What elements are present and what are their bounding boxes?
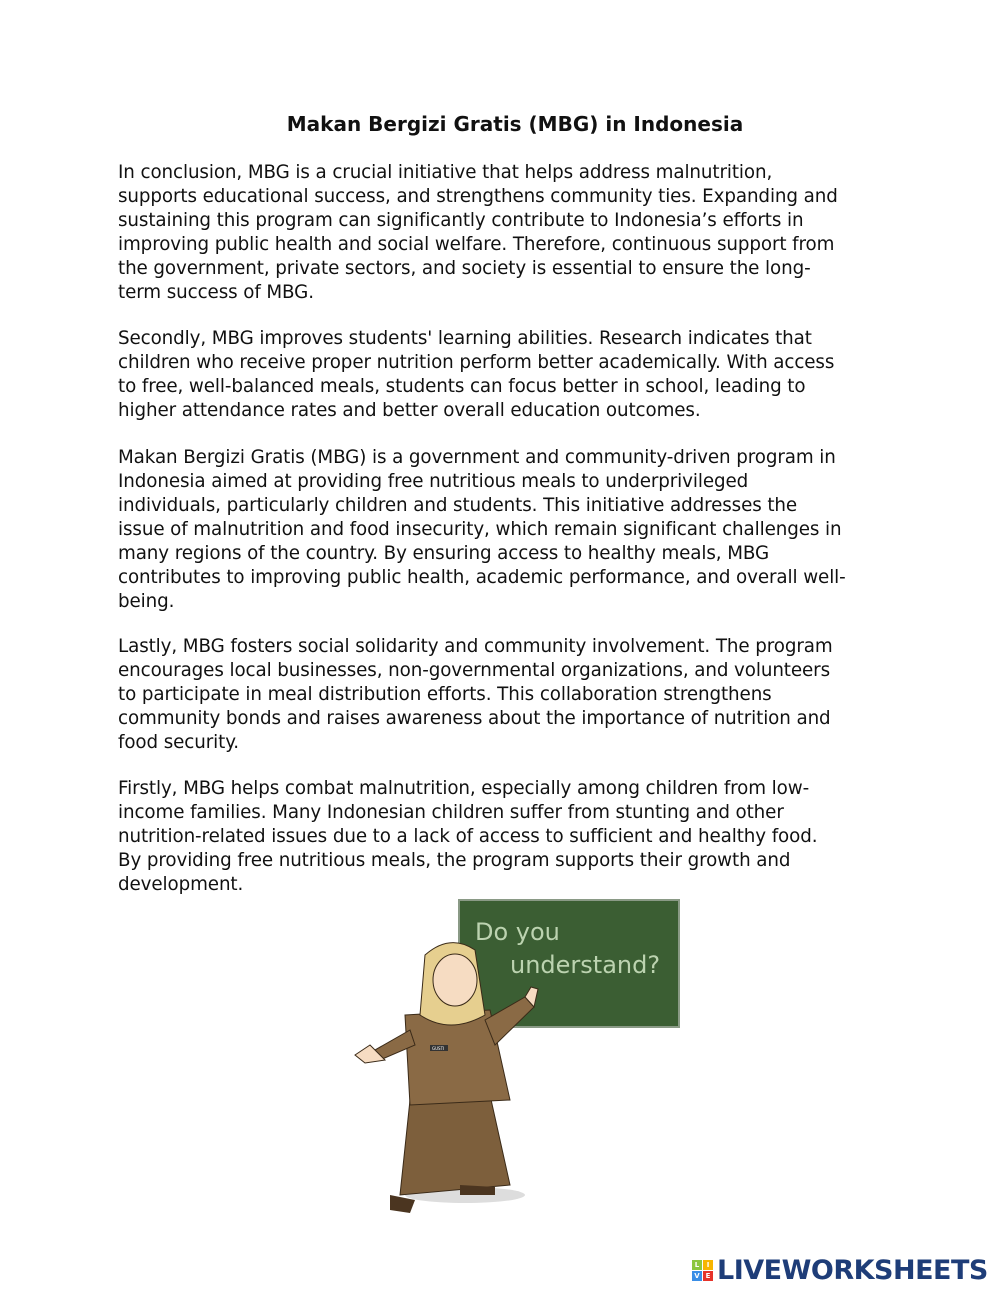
paragraph-line: issue of malnutrition and food insecurity, which remain significant challenges in [118,519,842,540]
paragraph-line: By providing free nutritious meals, the program supports their growth and [118,850,791,871]
paragraph-line: income families. Many Indonesian children suffer from stunting and other [118,802,784,823]
paragraph-line: community bonds and raises awareness about the importance of nutrition and [118,708,831,729]
paragraph-line: supports educational success, and strengthens community ties. Expanding and [118,186,838,207]
logo-cubes-icon: L I V E [692,1260,713,1281]
paragraph-line: encourages local businesses, non-governmental organizations, and volunteers [118,660,831,681]
paragraph-line: In conclusion, MBG is a crucial initiative that helps address malnutrition, [118,162,773,183]
paragraph-intro [118,446,846,614]
paragraph-line: nutrition-related issues due to a lack of access to sufficient and healthy food. [118,826,818,847]
paragraph-line: contributes to improving public health, academic performance, and overall well- [118,567,846,588]
paragraph-line: to free, well-balanced meals, students can focus better in school, leading to [118,376,806,397]
paragraph-line: Indonesia aimed at providing free nutritious meals to underprivileged [118,471,749,492]
paragraph-line: to participate in meal distribution efforts. This collaboration strengthens [118,684,772,705]
paragraph-line: Lastly, MBG fosters social solidarity and community involvement. The program [118,636,833,657]
paragraph-secondly [118,327,834,423]
paragraph-lastly [118,635,833,755]
page-title: Makan Bergizi Gratis (MBG) in Indonesia [286,112,744,136]
board-text-1: Do you [475,918,560,946]
paragraph-line: sustaining this program can significantly contribute to Indonesia’s efforts in [118,210,804,231]
paragraph-line: Firstly, MBG helps combat malnutrition, especially among children from low- [118,778,810,799]
name-tag-text: GUSTI [432,1046,445,1051]
paragraph-line: improving public health and social welfare. Therefore, continuous support from [118,234,835,255]
teacher-illustration [350,895,690,1240]
paragraph-line: food security. [118,732,240,753]
paragraph-line: children who receive proper nutrition perform better academically. With access [118,352,835,373]
paragraph-line: Makan Bergizi Gratis (MBG) is a government and community-driven program in [118,447,836,468]
liveworksheets-logo [692,1255,988,1286]
board-text-2: understand? [510,951,661,979]
paragraph-line: higher attendance rates and better overall education outcomes. [118,400,701,421]
paragraph-line: development. [118,874,244,895]
paragraph-line: many regions of the country. By ensuring access to healthy meals, MBG [118,543,770,564]
paragraph-line: Secondly, MBG improves students' learning abilities. Research indicates that [118,328,812,349]
paragraph-firstly [118,777,817,897]
paragraph-line: term success of MBG. [118,282,314,303]
paragraph-line: the government, private sectors, and society is essential to ensure the long- [118,258,811,279]
logo-text: LIVEWORKSHEETS [717,1255,988,1286]
paragraph-line: individuals, particularly children and students. This initiative addresses the [118,495,798,516]
paragraph-line: being. [118,591,175,612]
paragraph-conclusion [118,161,838,305]
